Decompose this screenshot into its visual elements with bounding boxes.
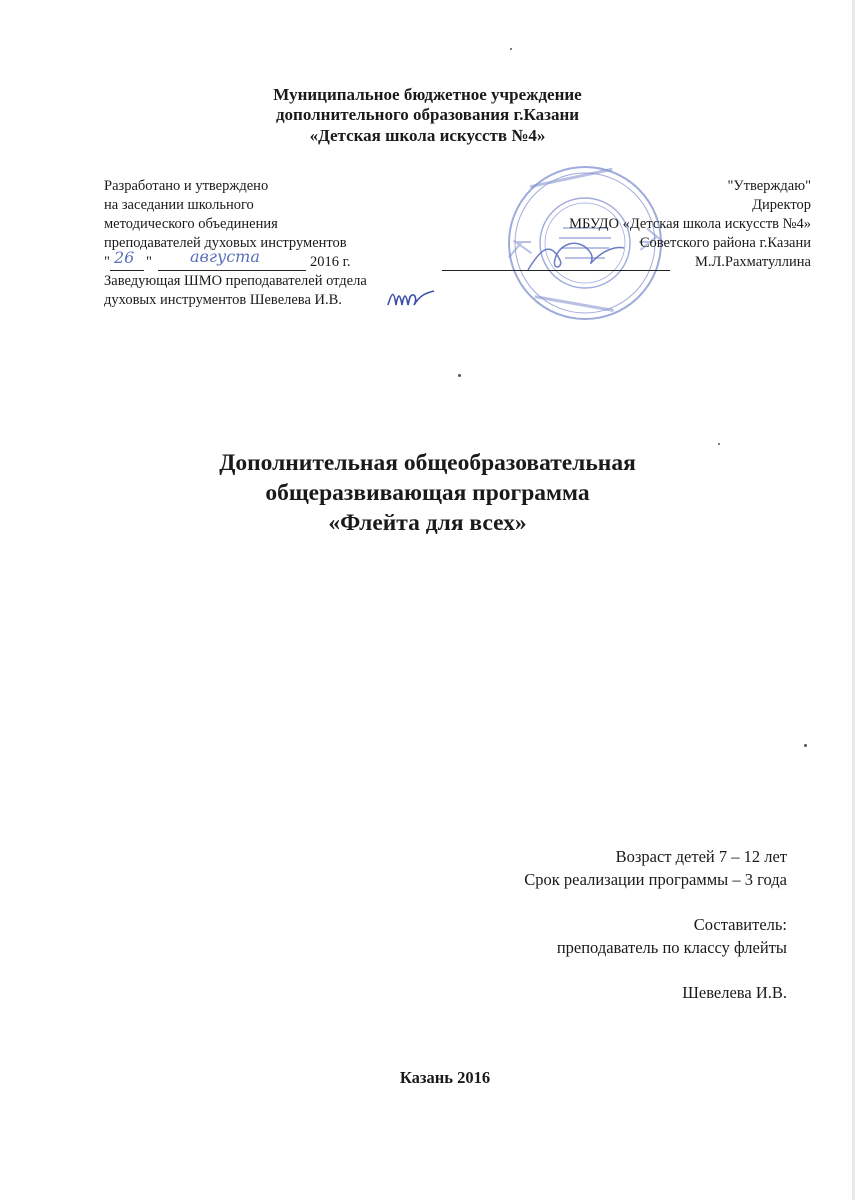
institution-name-line-2: дополнительного образования г.Казани: [275, 105, 580, 124]
program-title-line-1: Дополнительная общеобразовательная: [219, 450, 636, 476]
institution-name-line-3: «Детская школа искусств №4»: [309, 126, 546, 145]
director-name: М.Л.Рахматуллина: [694, 254, 811, 270]
compiler-name: Шевелева И.В.: [682, 983, 787, 1002]
date-close-quote: ": [146, 254, 152, 270]
head-signature-icon: [384, 285, 444, 313]
children-age: Возраст детей 7 – 12 лет: [615, 847, 787, 866]
date-month-underline: [158, 270, 306, 271]
district-name: Советского района г.Казани: [639, 235, 811, 251]
compiler-label: Составитель:: [693, 915, 787, 934]
director-signature-icon: [520, 230, 630, 278]
institution-name-line-1: Муниципальное бюджетное учреждение: [273, 85, 582, 104]
head-of-association-label: Заведующая ШМО преподавателей отдела: [104, 273, 367, 289]
wind-teachers-label: преподавателей духовых инструментов: [104, 235, 347, 251]
scan-speck: [458, 374, 461, 377]
approve-label: "Утверждаю": [727, 178, 811, 194]
program-title-line-3: «Флейта для всех»: [328, 510, 527, 536]
date-day-underline: [110, 270, 144, 271]
program-term: Срок реализации программы – 3 года: [524, 870, 787, 889]
scan-speck: [804, 744, 807, 747]
scan-speck: [510, 48, 512, 50]
city-year: Казань 2016: [399, 1068, 491, 1087]
compiler-role: преподаватель по классу флейты: [556, 938, 787, 957]
methodical-association-label: методического объединения: [104, 216, 278, 232]
school-name: МБУДО «Детская школа искусств №4»: [569, 216, 811, 232]
head-of-association-name: духовых инструментов Шевелева И.В.: [104, 292, 342, 308]
date-month-handwritten: августа: [190, 247, 260, 266]
program-title-line-2: общеразвивающая программа: [265, 480, 590, 506]
date-open-quote: ": [104, 254, 110, 270]
meeting-label: на заседании школьного: [104, 197, 254, 213]
developed-approved-label: Разработано и утверждено: [104, 178, 269, 194]
scan-speck: [718, 443, 720, 445]
date-year: 2016 г.: [310, 254, 351, 270]
date-day-handwritten: 26: [114, 248, 135, 267]
director-title: Директор: [752, 197, 811, 213]
